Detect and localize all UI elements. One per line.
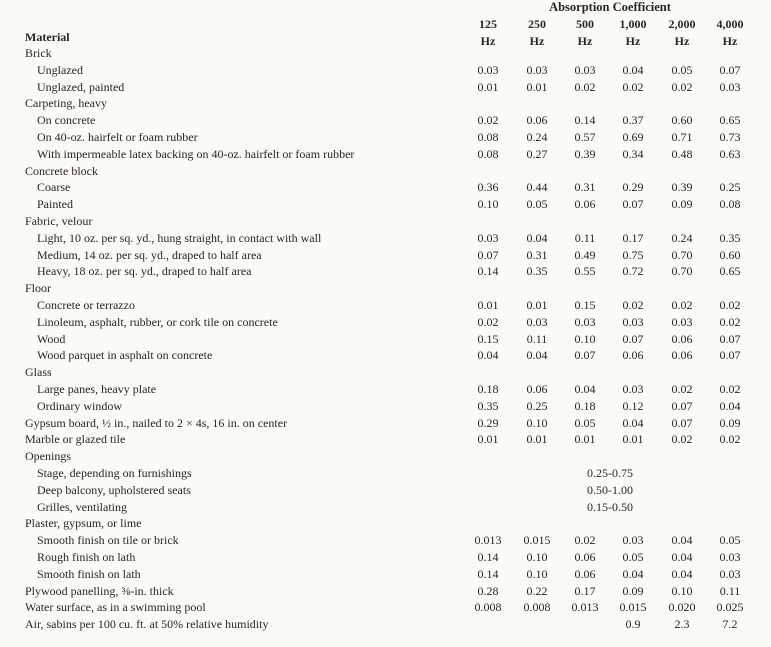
coefficient-cell: 0.10	[671, 583, 693, 598]
coefficient-range: 0.15-0.50	[587, 499, 633, 514]
frequency-value: 4,000	[716, 17, 744, 31]
material-label: Openings	[25, 449, 71, 464]
coefficient-cell: 0.04	[671, 549, 693, 564]
coefficient-cell: 0.07	[622, 331, 644, 346]
coefficient-cell: 0.04	[671, 566, 693, 581]
coefficient-cell: 0.05	[719, 533, 741, 548]
material-label: Heavy, 18 oz. per sq. yd., draped to half area	[37, 264, 252, 279]
coefficient-cell: 0.14	[477, 264, 499, 279]
coefficient-cell: 0.72	[622, 264, 644, 279]
material-row	[0, 247, 771, 264]
coefficient-cell: 0.9	[625, 617, 641, 632]
coefficient-cell: 0.02	[574, 533, 596, 548]
material-row	[0, 314, 771, 331]
coefficient-cell: 0.03	[477, 230, 499, 245]
material-label: Water surface, as in a swimming pool	[25, 600, 206, 615]
material-label: Smooth finish on tile or brick	[37, 533, 179, 548]
table-header	[0, 0, 771, 48]
category-row	[0, 364, 771, 381]
frequency-unit: Hz	[529, 34, 545, 48]
material-label: Deep balcony, upholstered seats	[37, 482, 191, 497]
coefficient-range: 0.25-0.75	[587, 465, 633, 480]
coefficient-cell: 0.08	[719, 197, 741, 212]
coefficient-cell: 0.03	[526, 62, 548, 77]
coefficient-cell: 0.29	[477, 415, 499, 430]
coefficient-cell: 0.03	[477, 62, 499, 77]
coefficient-cell: 0.11	[719, 583, 741, 598]
coefficient-cell: 0.04	[622, 566, 644, 581]
material-label: Marble or glazed tile	[25, 432, 126, 447]
material-label: Coarse	[37, 180, 71, 195]
material-label: Ordinary window	[37, 398, 122, 413]
coefficient-cell: 0.013	[474, 533, 502, 548]
material-row	[0, 112, 771, 129]
coefficient-cell: 0.01	[477, 79, 499, 94]
material-row	[0, 62, 771, 79]
material-label: Linoleum, asphalt, rubber, or cork tile on concrete	[37, 314, 278, 329]
coefficient-cell: 0.02	[719, 314, 741, 329]
coefficient-cell: 0.70	[671, 264, 693, 279]
coefficient-cell: 0.35	[719, 230, 741, 245]
frequency-value: 125	[479, 17, 497, 31]
coefficient-cell: 0.39	[671, 180, 693, 195]
material-label: Concrete or terrazzo	[37, 297, 135, 312]
coefficient-range: 0.50-1.00	[587, 482, 633, 497]
coefficient-cell: 0.09	[671, 197, 693, 212]
category-row	[0, 45, 771, 62]
frequency-unit: Hz	[577, 34, 593, 48]
material-row	[0, 79, 771, 96]
coefficient-cell: 0.06	[574, 549, 596, 564]
coefficient-cell: 0.35	[477, 398, 499, 413]
coefficient-cell: 0.73	[719, 129, 741, 144]
coefficient-cell: 0.04	[574, 381, 596, 396]
coefficient-cell: 0.28	[477, 583, 499, 598]
coefficient-cell: 0.69	[622, 129, 644, 144]
frequency-value: 2,000	[668, 17, 696, 31]
coefficient-cell: 0.03	[622, 381, 644, 396]
coefficient-cell: 0.15	[477, 331, 499, 346]
coefficient-cell: 0.015	[523, 533, 551, 548]
coefficient-cell: 0.07	[477, 247, 499, 262]
category-row	[0, 448, 771, 465]
coefficient-cell: 0.17	[574, 583, 596, 598]
coefficient-cell: 0.07	[719, 62, 741, 77]
frequency-unit: Hz	[722, 34, 738, 48]
coefficient-cell: 0.71	[671, 129, 693, 144]
category-row	[0, 415, 771, 432]
coefficient-cell: 0.60	[719, 247, 741, 262]
material-row	[0, 381, 771, 398]
category-row	[0, 213, 771, 230]
coefficient-cell: 0.44	[526, 180, 548, 195]
coefficient-cell: 0.60	[671, 113, 693, 128]
coefficient-cell: 0.10	[526, 415, 548, 430]
coefficient-cell: 0.020	[668, 600, 696, 615]
category-row	[0, 616, 771, 633]
material-row	[0, 230, 771, 247]
coefficient-cell: 0.01	[526, 79, 548, 94]
material-label: Smooth finish on lath	[37, 566, 141, 581]
coefficient-cell: 0.08	[477, 129, 499, 144]
material-label: Floor	[25, 281, 52, 296]
material-label: Unglazed	[37, 62, 83, 77]
coefficient-cell: 0.03	[719, 566, 741, 581]
coefficient-cell: 0.49	[574, 247, 596, 262]
coefficient-cell: 0.34	[622, 146, 644, 161]
coefficient-cell: 0.35	[526, 264, 548, 279]
material-label: Plaster, gypsum, or lime	[25, 516, 142, 531]
material-row	[0, 566, 771, 583]
coefficient-cell: 0.65	[719, 264, 741, 279]
coefficient-cell: 0.06	[526, 381, 548, 396]
material-label: Medium, 14 oz. per sq. yd., draped to half area	[37, 247, 262, 262]
material-row	[0, 129, 771, 146]
material-row	[0, 347, 771, 364]
material-row	[0, 146, 771, 163]
coefficient-cell: 0.03	[622, 533, 644, 548]
coefficient-cell: 0.57	[574, 129, 596, 144]
material-row	[0, 179, 771, 196]
coefficient-cell: 0.02	[671, 79, 693, 94]
coefficient-cell: 0.75	[622, 247, 644, 262]
coefficient-cell: 0.04	[622, 415, 644, 430]
coefficient-cell: 0.02	[671, 381, 693, 396]
coefficient-cell: 0.04	[719, 398, 741, 413]
coefficient-cell: 0.31	[526, 247, 548, 262]
coefficient-cell: 0.06	[671, 331, 693, 346]
coefficient-cell: 0.01	[526, 297, 548, 312]
frequency-value: 1,000	[619, 17, 647, 31]
coefficient-cell: 0.25	[526, 398, 548, 413]
frequency-unit: Hz	[480, 34, 496, 48]
coefficient-cell: 0.55	[574, 264, 596, 279]
category-row	[0, 515, 771, 532]
coefficient-cell: 0.05	[622, 549, 644, 564]
coefficient-cell: 0.06	[574, 197, 596, 212]
coefficient-cell: 0.02	[719, 381, 741, 396]
coefficient-cell: 0.04	[526, 348, 548, 363]
material-label: Wood	[37, 331, 66, 346]
coefficient-cell: 0.04	[671, 533, 693, 548]
frequency-unit: Hz	[625, 34, 641, 48]
coefficient-cell: 0.04	[526, 230, 548, 245]
material-row	[0, 549, 771, 566]
coefficient-cell: 0.01	[526, 432, 548, 447]
coefficient-cell: 0.01	[622, 432, 644, 447]
coefficient-cell: 0.39	[574, 146, 596, 161]
table-title: Absorption Coefficient	[549, 0, 671, 14]
coefficient-cell: 0.03	[574, 62, 596, 77]
coefficient-cell: 0.11	[526, 331, 548, 346]
material-label: With impermeable latex backing on 40-oz. hairfelt or foam rubber	[37, 146, 355, 161]
coefficient-cell: 0.37	[622, 113, 644, 128]
coefficient-cell: 0.14	[574, 113, 596, 128]
coefficient-cell: 0.70	[671, 247, 693, 262]
coefficient-cell: 0.013	[571, 600, 599, 615]
coefficient-cell: 0.07	[719, 348, 741, 363]
coefficient-cell: 0.12	[622, 398, 644, 413]
coefficient-cell: 0.15	[574, 297, 596, 312]
category-row	[0, 599, 771, 616]
material-row	[0, 297, 771, 314]
coefficient-cell: 0.01	[477, 432, 499, 447]
coefficient-cell: 0.14	[477, 566, 499, 581]
coefficient-cell: 0.29	[622, 180, 644, 195]
coefficient-cell: 0.05	[574, 415, 596, 430]
coefficient-cell: 0.02	[719, 432, 741, 447]
material-table-body	[0, 45, 771, 633]
coefficient-cell: 0.06	[671, 348, 693, 363]
coefficient-cell: 0.07	[622, 197, 644, 212]
material-row	[0, 331, 771, 348]
coefficient-cell: 0.04	[622, 62, 644, 77]
coefficient-cell: 0.27	[526, 146, 548, 161]
coefficient-cell: 0.07	[574, 348, 596, 363]
coefficient-cell: 0.07	[671, 415, 693, 430]
material-row	[0, 482, 771, 499]
coefficient-cell: 0.015	[619, 600, 647, 615]
coefficient-cell: 0.03	[574, 314, 596, 329]
coefficient-cell: 0.02	[719, 297, 741, 312]
coefficient-cell: 0.24	[526, 129, 548, 144]
material-label: Grilles, ventilating	[37, 499, 127, 514]
coefficient-cell: 0.10	[526, 566, 548, 581]
coefficient-cell: 0.25	[719, 180, 741, 195]
coefficient-cell: 0.10	[477, 197, 499, 212]
material-label: Rough finish on lath	[37, 549, 136, 564]
coefficient-cell: 0.10	[526, 549, 548, 564]
frequency-value: 250	[528, 17, 546, 31]
coefficient-cell: 0.07	[671, 398, 693, 413]
coefficient-cell: 0.01	[574, 432, 596, 447]
material-row	[0, 532, 771, 549]
coefficient-cell: 0.008	[474, 600, 502, 615]
coefficient-cell: 0.05	[526, 197, 548, 212]
coefficient-cell: 0.65	[719, 113, 741, 128]
material-row	[0, 465, 771, 482]
material-label: Brick	[25, 46, 52, 60]
material-row	[0, 499, 771, 516]
coefficient-cell: 0.06	[622, 348, 644, 363]
coefficient-cell: 0.18	[574, 398, 596, 413]
material-label: Fabric, velour	[25, 213, 93, 228]
category-row	[0, 95, 771, 112]
coefficient-cell: 0.03	[671, 314, 693, 329]
coefficient-cell: 0.31	[574, 180, 596, 195]
material-label: Carpeting, heavy	[25, 96, 107, 111]
coefficient-cell: 0.24	[671, 230, 693, 245]
coefficient-cell: 0.63	[719, 146, 741, 161]
coefficient-cell: 0.36	[477, 180, 499, 195]
material-label: Glass	[25, 365, 52, 380]
material-row	[0, 263, 771, 280]
coefficient-cell: 0.03	[719, 549, 741, 564]
frequency-unit: Hz	[674, 34, 690, 48]
coefficient-cell: 0.03	[526, 314, 548, 329]
category-row	[0, 431, 771, 448]
coefficient-cell: 0.03	[719, 79, 741, 94]
coefficient-cell: 0.03	[622, 314, 644, 329]
frequency-value: 500	[576, 17, 594, 31]
coefficient-cell: 0.02	[622, 79, 644, 94]
material-label: Gypsum board, ½ in., nailed to 2 × 4s, 16 in. on center	[25, 415, 288, 430]
coefficient-cell: 0.01	[477, 297, 499, 312]
coefficient-cell: 2.3	[674, 617, 690, 632]
coefficient-cell: 0.14	[477, 549, 499, 564]
coefficient-cell: 0.17	[622, 230, 644, 245]
material-label: Plywood panelling, ⅜-in. thick	[25, 583, 174, 598]
category-row	[0, 280, 771, 297]
material-label: Air, sabins per 100 cu. ft. at 50% relative humidity	[25, 617, 269, 632]
coefficient-cell: 0.02	[671, 297, 693, 312]
coefficient-cell: 0.02	[477, 314, 499, 329]
coefficient-cell: 0.07	[719, 331, 741, 346]
coefficient-cell: 0.48	[671, 146, 693, 161]
coefficient-cell: 0.09	[622, 583, 644, 598]
coefficient-cell: 0.11	[574, 230, 596, 245]
material-label: On concrete	[37, 113, 96, 128]
material-label: Stage, depending on furnishings	[37, 465, 192, 480]
coefficient-cell: 0.04	[477, 348, 499, 363]
coefficient-cell: 0.02	[671, 432, 693, 447]
coefficient-cell: 7.2	[722, 617, 738, 632]
coefficient-cell: 0.08	[477, 146, 499, 161]
material-column-header: Material	[25, 30, 70, 44]
coefficient-cell: 0.05	[671, 62, 693, 77]
material-label: Large panes, heavy plate	[37, 381, 157, 396]
coefficient-cell: 0.22	[526, 583, 548, 598]
category-row	[0, 163, 771, 180]
coefficient-cell: 0.06	[574, 566, 596, 581]
material-row	[0, 196, 771, 213]
material-label: Wood parquet in asphalt on concrete	[37, 348, 213, 363]
material-row	[0, 398, 771, 415]
material-label: On 40-oz. hairfelt or foam rubber	[37, 129, 198, 144]
coefficient-cell: 0.02	[622, 297, 644, 312]
material-label: Painted	[37, 197, 73, 212]
coefficient-cell: 0.025	[716, 600, 744, 615]
coefficient-cell: 0.10	[574, 331, 596, 346]
coefficient-cell: 0.02	[477, 113, 499, 128]
coefficient-cell: 0.008	[523, 600, 551, 615]
coefficient-cell: 0.02	[574, 79, 596, 94]
material-label: Concrete block	[25, 163, 98, 178]
category-row	[0, 583, 771, 600]
coefficient-cell: 0.06	[526, 113, 548, 128]
coefficient-cell: 0.18	[477, 381, 499, 396]
coefficient-cell: 0.09	[719, 415, 741, 430]
material-label: Light, 10 oz. per sq. yd., hung straight, in contact with wall	[37, 230, 322, 245]
material-label: Unglazed, painted	[37, 79, 125, 94]
